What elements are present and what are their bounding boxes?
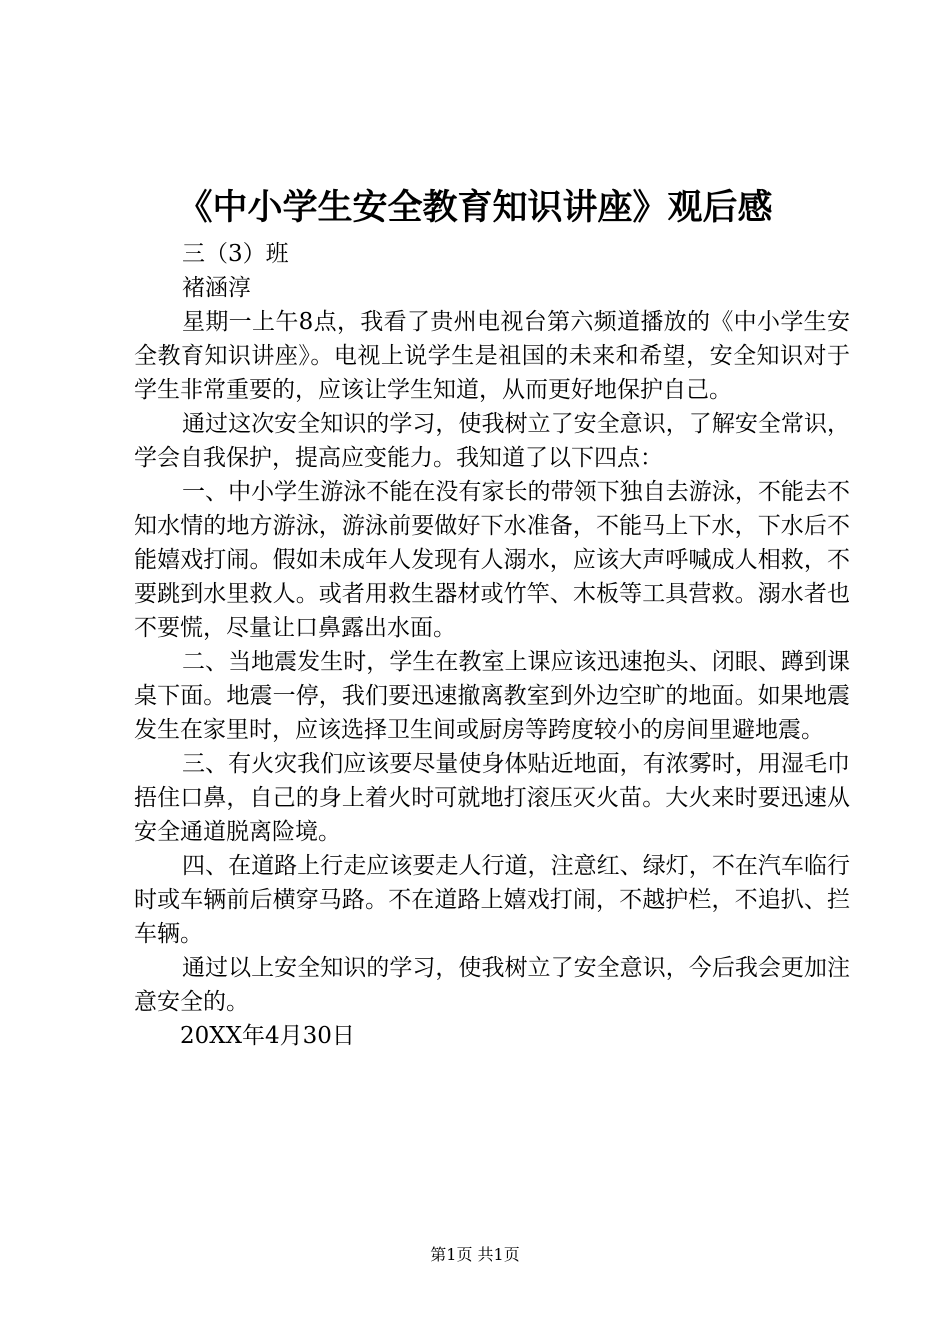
paragraph: 四、在道路上行走应该要走人行道，注意红、绿灯，不在汽车临行时或车辆前后横穿马路。不在道路上嬉戏打闹，不越护栏，不追扒、拦车辆。 xyxy=(134,853,850,947)
paragraph: 三、有火灾我们应该要尽量使身体贴近地面，有浓雾时，用湿毛巾捂住口鼻，自己的身上着火时可就地打滚压灭火苗。大火来时要迅速从安全通道脱离险境。 xyxy=(134,751,850,845)
document-body xyxy=(134,237,850,1053)
paragraph: 通过这次安全知识的学习，使我树立了安全意识，了解安全常识，学会自我保护，提高应变能力。我知道了以下四点： xyxy=(134,411,850,471)
class-line: 三（3）班 xyxy=(182,241,289,267)
document-title: 《中小学生安全教育知识讲座》观后感 xyxy=(177,187,773,228)
paragraph: 一、中小学生游泳不能在没有家长的带领下独自去游泳，不能去不知水情的地方游泳，游泳前要做好下水准备，不能马上下水，下水后不能嬉戏打闹。假如未成年人发现有人溺水，应该大声呼喊成人相救，不要跳到水里救人。或者用救生器材或竹竿、木板等工具营救。溺水者也不要慌，尽量让口鼻露出水面。 xyxy=(134,479,850,641)
page-footer: 第1页 共1页 xyxy=(430,1245,520,1264)
paragraph: 通过以上安全知识的学习，使我树立了安全意识，今后我会更加注意安全的。 xyxy=(134,955,850,1015)
document-date: 20XX年4月30日 xyxy=(180,1023,355,1049)
paragraph: 星期一上午8点，我看了贵州电视台第六频道播放的《中小学生安全教育知识讲座》。电视上说学生是祖国的未来和希望，安全知识对于学生非常重要的，应该让学生知道，从而更好地保护自己。 xyxy=(134,309,850,403)
paragraph: 二、当地震发生时，学生在教室上课应该迅速抱头、闭眼、蹲到课桌下面。地震一停，我们要迅速撤离教室到外边空旷的地面。如果地震发生在家里时，应该选择卫生间或厨房等跨度较小的房间里避地震。 xyxy=(134,649,850,743)
author-name: 褚涵淳 xyxy=(182,275,251,301)
